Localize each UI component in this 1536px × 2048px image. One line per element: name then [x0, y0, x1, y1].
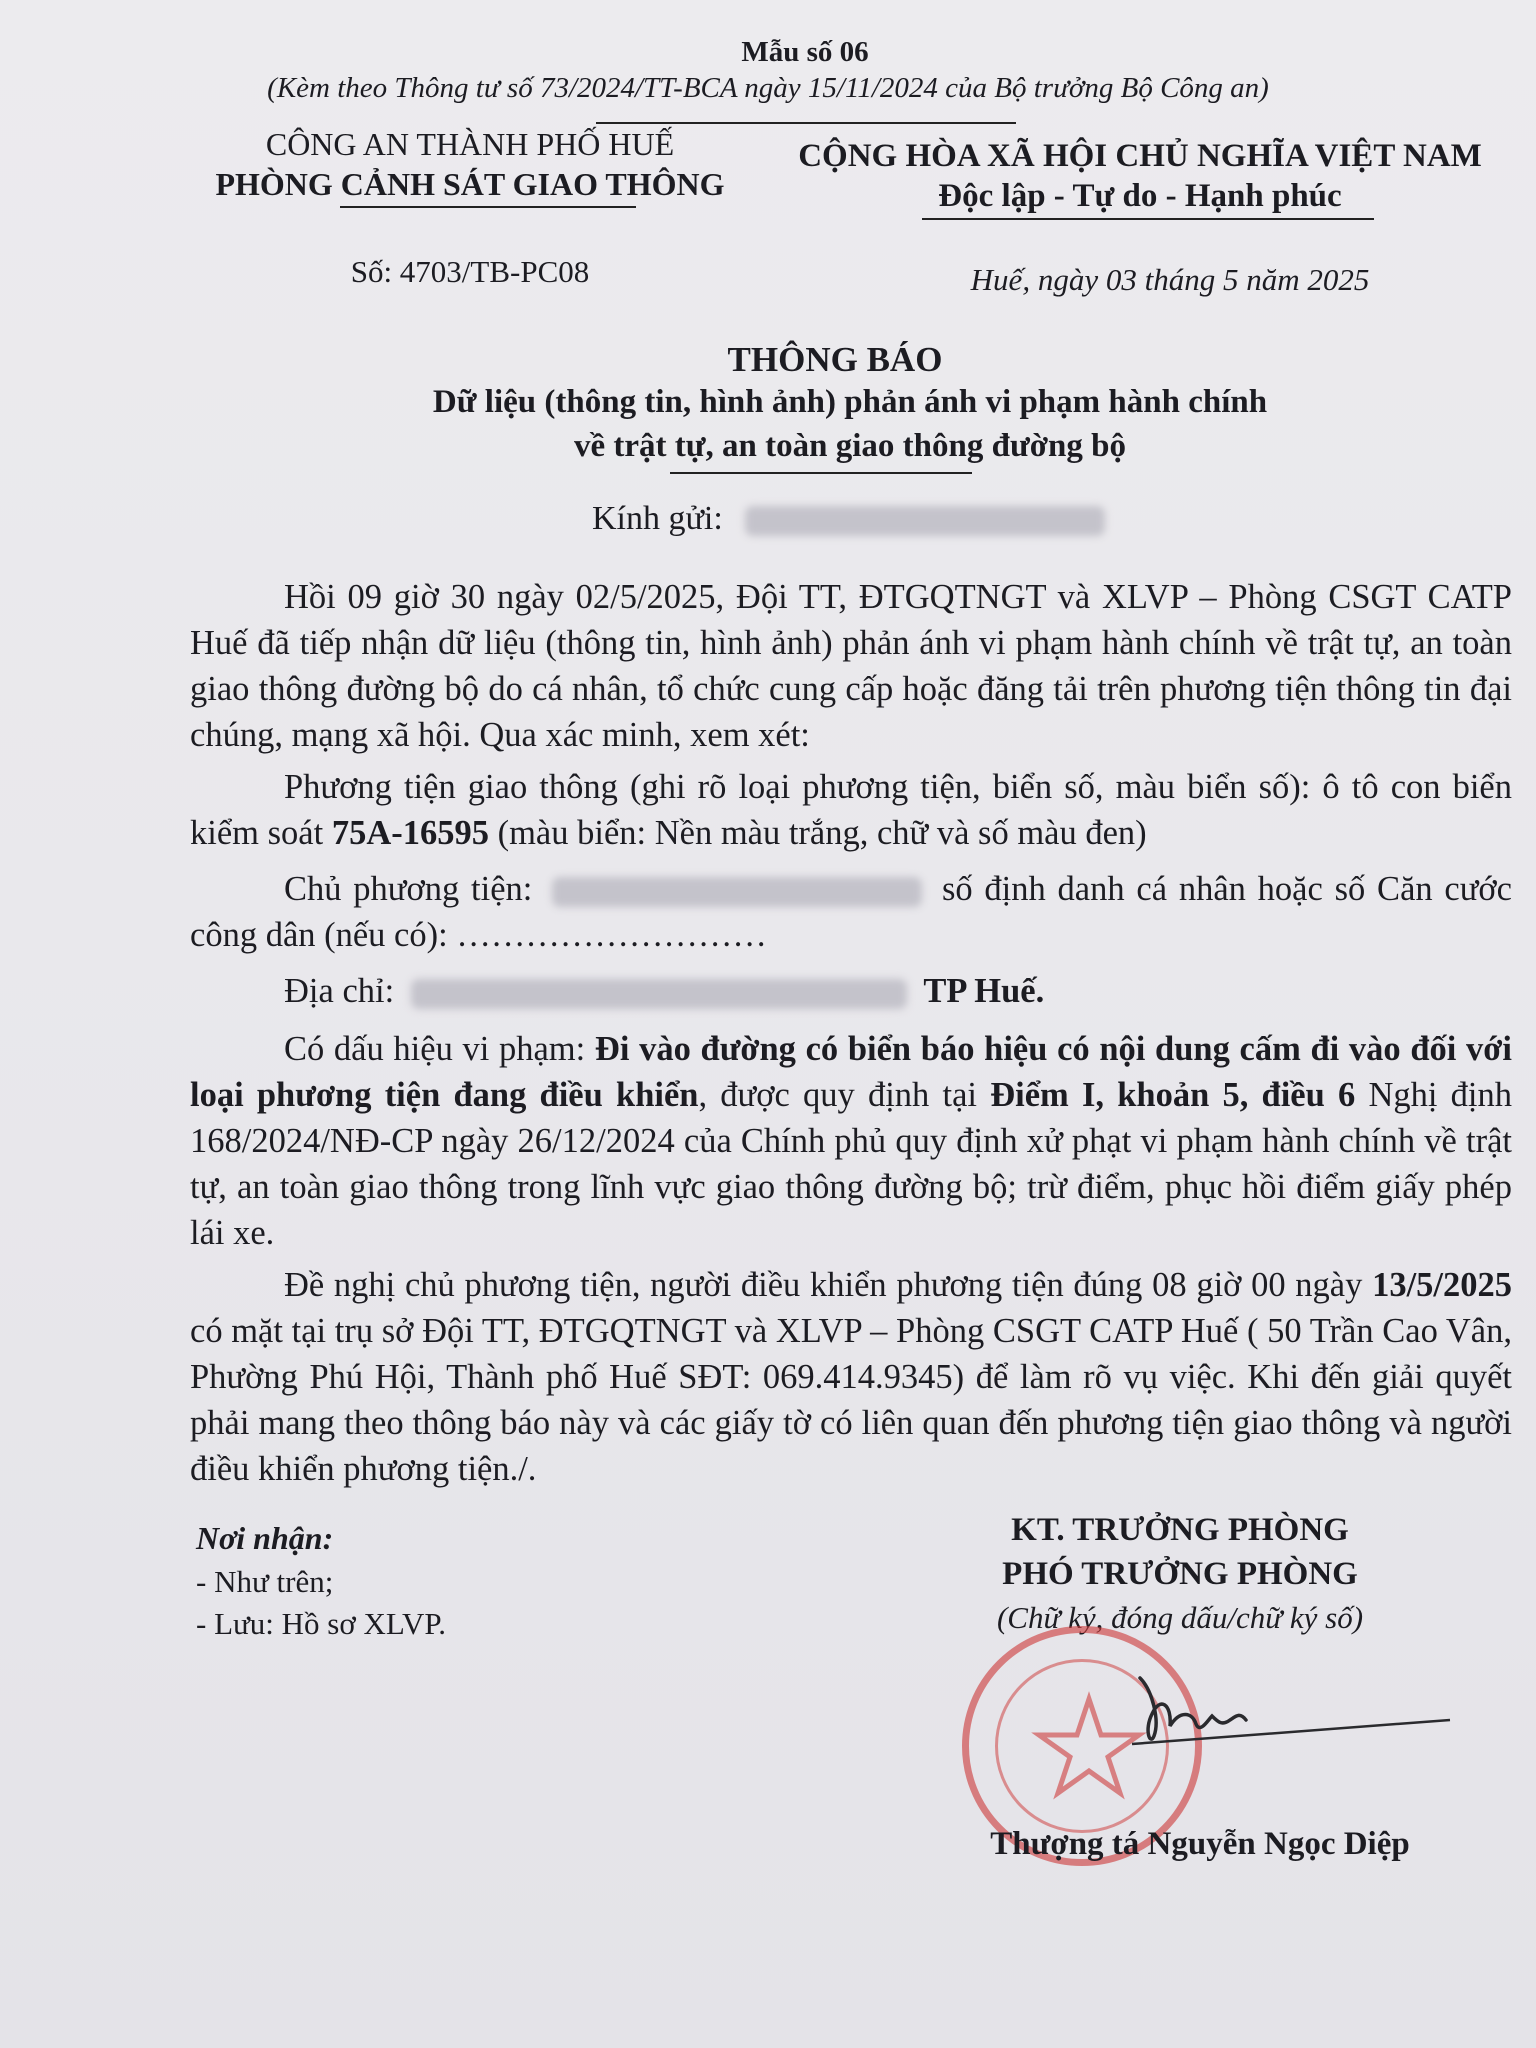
state-name: CỘNG HÒA XÃ HỘI CHỦ NGHĨA VIỆT NAM [798, 138, 1482, 174]
state-motto: Độc lập - Tự do - Hạnh phúc [938, 178, 1342, 214]
notice-subtitle-2: về trật tự, an toàn giao thông đường bộ [573, 428, 1126, 464]
notice-subtitle-1: Dữ liệu (thông tin, hình ảnh) phản ánh vi phạm hành chính [432, 384, 1268, 420]
violation-description: Đi vào đường có biển báo hiệu có nội dung cấm đi vào đối với loại phương tiện đang điều khiển [190, 1030, 1512, 1114]
owner-label: Chủ phương tiện: [284, 870, 533, 908]
place-date: Huế, ngày 03 tháng 5 năm 2025 [970, 262, 1370, 297]
issuer-rule [340, 206, 636, 208]
violation-text-mid: , được quy định tại [698, 1076, 991, 1114]
vehicle-paragraph [190, 764, 1512, 856]
signature-position-1: KT. TRƯỞNG PHÒNG [1011, 1512, 1349, 1548]
request-paragraph [190, 1262, 1512, 1492]
issuer-agency: CÔNG AN THÀNH PHỐ HUẾ [265, 126, 675, 162]
owner-paragraph [190, 866, 1512, 958]
handwritten-signature [1100, 1650, 1460, 1760]
owner-redacted [552, 877, 922, 907]
violation-paragraph [190, 1026, 1512, 1256]
request-text-pre: Đề nghị chủ phương tiện, người điều khiển phương tiện đúng 08 giờ 00 ngày [284, 1266, 1373, 1304]
violation-text-pre: Có dấu hiệu vi phạm: [284, 1030, 595, 1068]
request-text-post: có mặt tại trụ sở Đội TT, ĐTGQTNGT và XLVP – Phòng CSGT CATP Huế ( 50 Trần Cao Vân, Phường Phú Hội, Thành phố Huế SĐT: 069.414.9345) để làm rõ vụ việc. Khi đến giải quyết phải mang theo thông báo này và các giấy tờ có liên quan đến phương tiện giao thông và người điều khiển phương tiện./. [190, 1312, 1512, 1488]
doc-number: Số: 4703/TB-PC08 [350, 254, 590, 289]
vehicle-text-pre: Phương tiện giao thông (ghi rõ loại phương tiện, biển số, màu biển số): ô tô con biển kiểm soát [190, 768, 1512, 852]
recipients-item-1: - Như trên; [196, 1564, 334, 1599]
address-paragraph [190, 968, 1512, 1014]
signer-name: Thượng tá Nguyễn Ngọc Diệp [990, 1826, 1410, 1862]
recipient-line [592, 500, 1105, 538]
address-city: TP Huế. [923, 972, 1045, 1010]
recipient-label: Kính gửi: [592, 500, 723, 537]
signature-position-2: PHÓ TRƯỞNG PHÒNG [1002, 1556, 1358, 1592]
address-redacted [411, 979, 907, 1009]
address-label: Địa chỉ: [284, 972, 395, 1010]
intro-paragraph: Hồi 09 giờ 30 ngày 02/5/2025, Đội TT, ĐTGQTNGT và XLVP – Phòng CSGT CATP Huế đã tiếp nhận dữ liệu (thông tin, hình ảnh) phản ánh vi phạm hành chính về trật tự, an toàn giao thông đường bộ do cá nhân, tổ chức cung cấp hoặc đăng tải trên phương tiện thông tin đại chúng, mạng xã hội. Qua xác minh, xem xét: [190, 578, 1512, 754]
recipient-redacted [745, 506, 1105, 536]
recipients-item-2: - Lưu: Hồ sơ XLVP. [196, 1606, 446, 1641]
title-rule [670, 472, 972, 474]
notice-title: THÔNG BÁO [727, 340, 943, 379]
request-date: 13/5/2025 [1372, 1266, 1512, 1304]
owner-text-post: số định danh cá nhân hoặc số Căn cước công dân (nếu có): ……………………… [190, 870, 1512, 954]
violation-text-post: Nghị định 168/2024/NĐ-CP ngày 26/12/2024 của Chính phủ quy định xử phạt vi phạm hành chính về trật tự, an toàn giao thông trong lĩnh vực giao thông đường bộ; trừ điểm, phục hồi điểm giấy phép lái xe. [190, 1076, 1513, 1252]
vehicle-text-post: (màu biển: Nền màu trắng, chữ và số màu đen) [488, 814, 1147, 852]
form-number: Mẫu số 06 [741, 36, 869, 68]
violation-clause: Điểm I, khoản 5, điều 6 [990, 1076, 1356, 1114]
license-plate: 75A-16595 [331, 814, 489, 852]
motto-rule [922, 218, 1374, 220]
header-rule [596, 122, 1016, 124]
issuer-department: PHÒNG CẢNH SÁT GIAO THÔNG [215, 166, 725, 202]
recipients-label: Nơi nhận: [196, 1520, 334, 1556]
form-reference: (Kèm theo Thông tư số 73/2024/TT-BCA ngày 15/11/2024 của Bộ trưởng Bộ Công an) [267, 72, 1269, 104]
signature-note: (Chữ ký, đóng dấu/chữ ký số) [996, 1600, 1364, 1635]
